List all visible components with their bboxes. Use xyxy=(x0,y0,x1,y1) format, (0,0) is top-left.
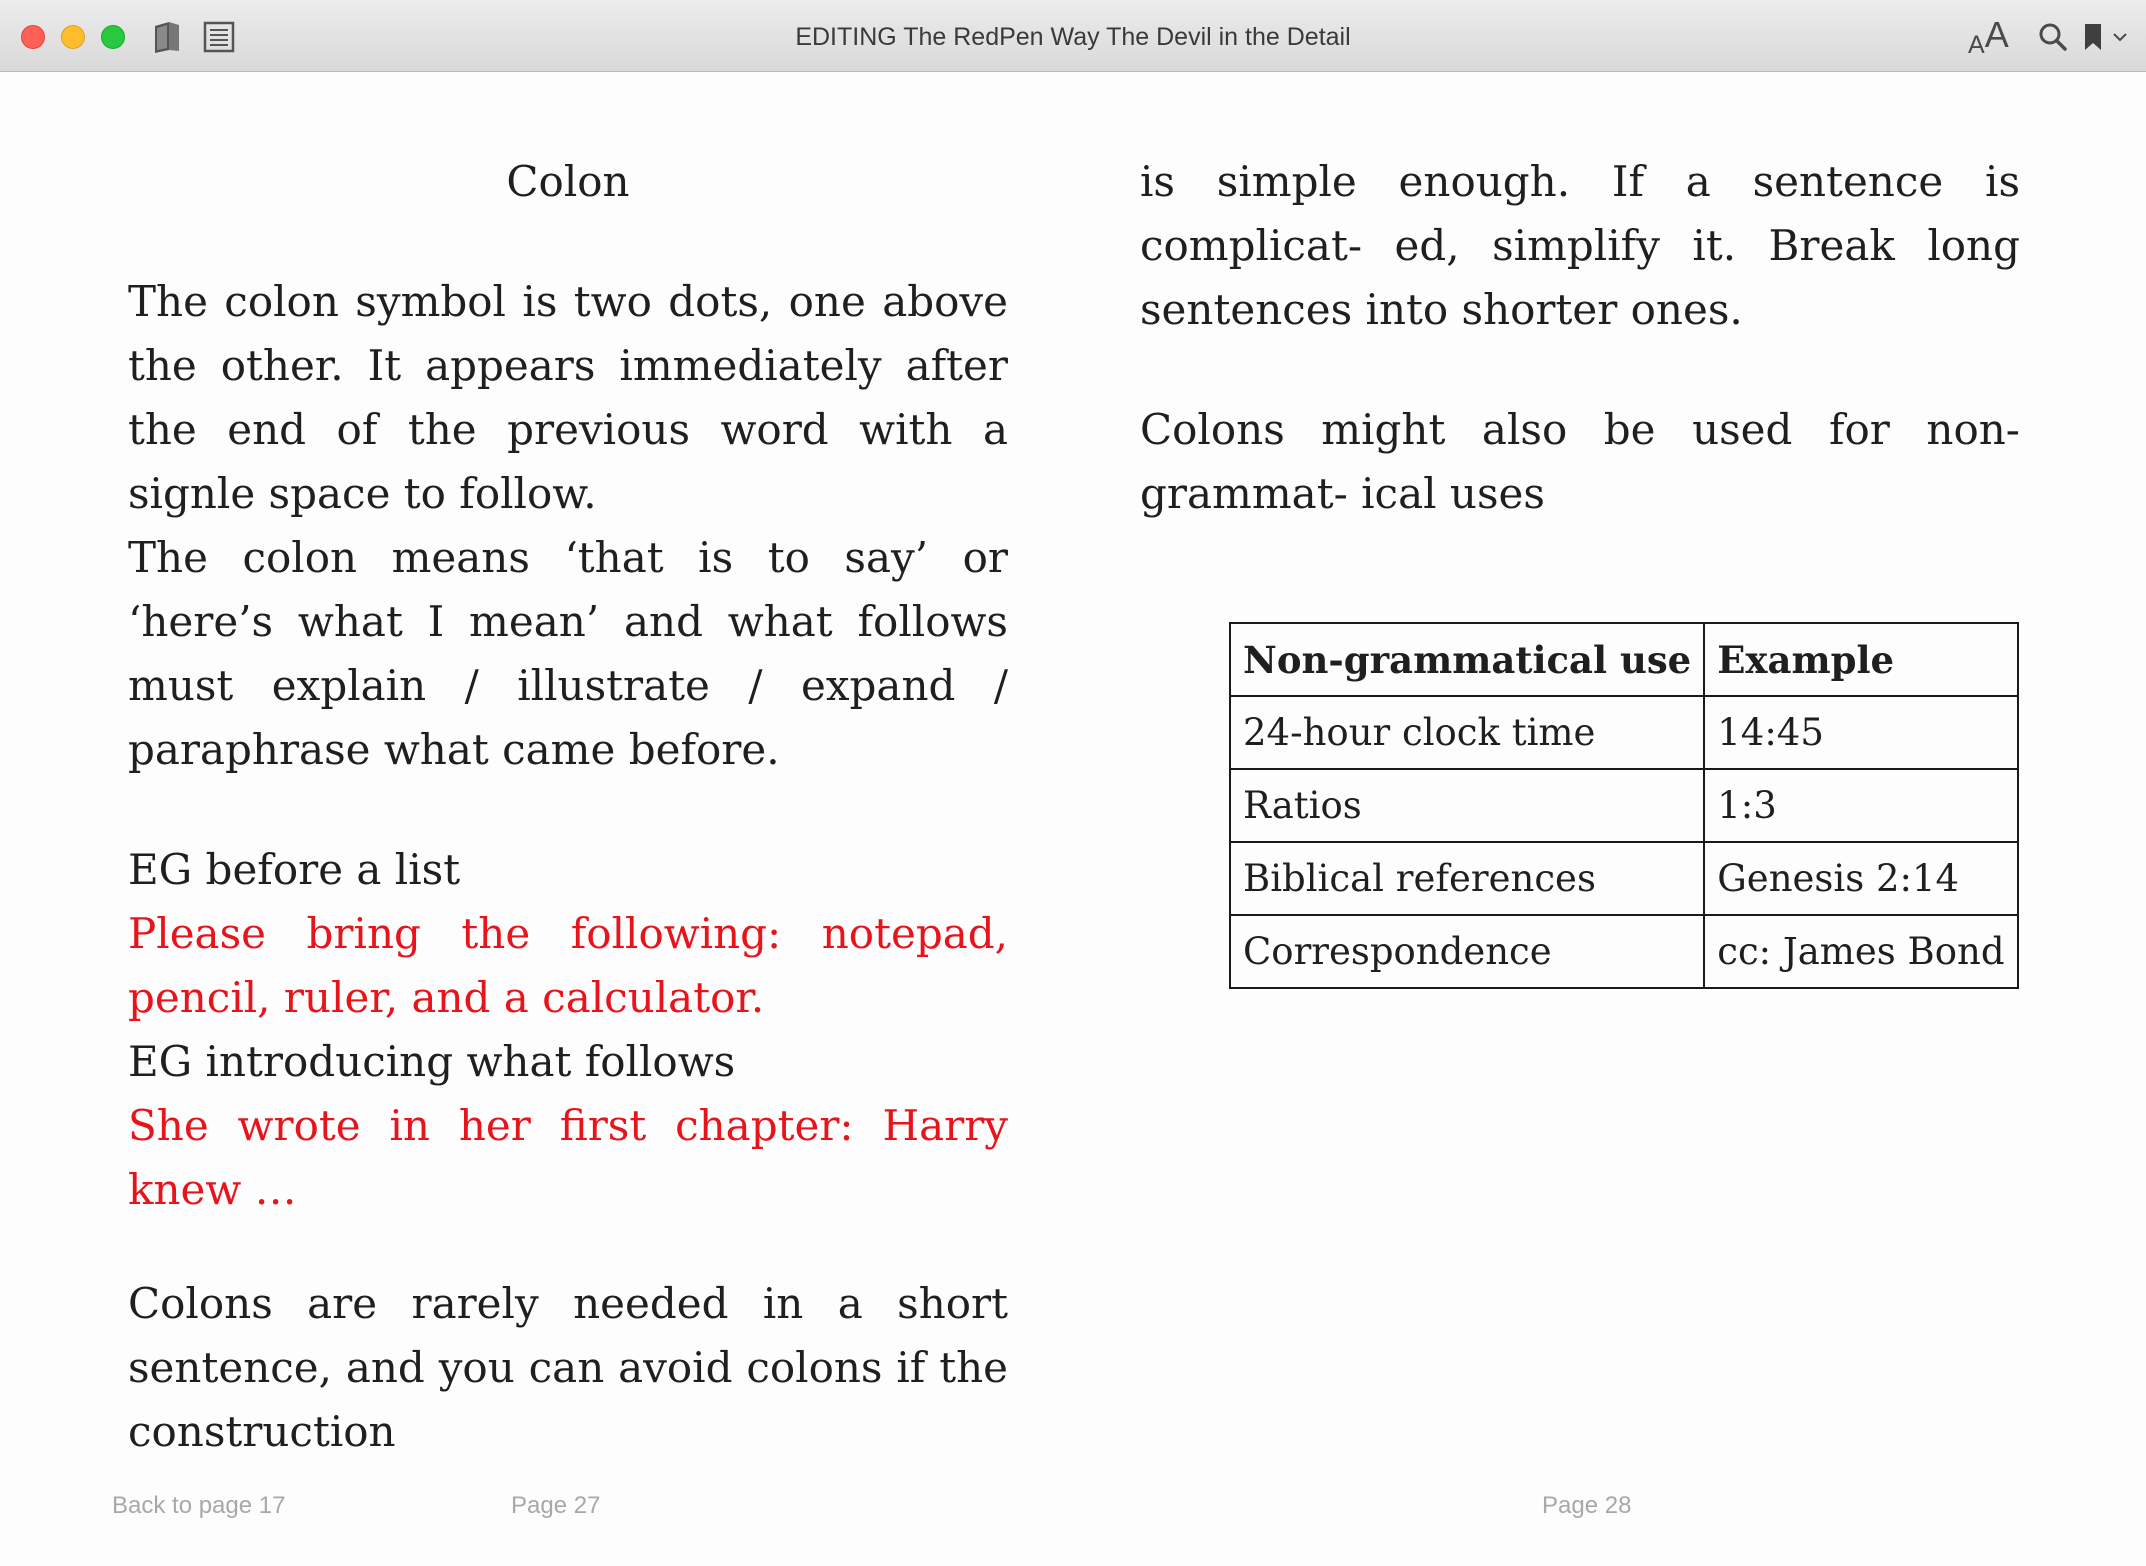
table-of-contents-icon xyxy=(203,21,235,53)
right-page xyxy=(1140,150,2020,526)
non-grammatical-uses-table xyxy=(1229,622,2019,989)
search-button[interactable] xyxy=(2036,18,2070,56)
minimize-window-button[interactable] xyxy=(61,25,85,49)
table-of-contents-button[interactable] xyxy=(202,18,236,56)
paragraph: The colon means ‘that is to say’ or ‘here’s what I mean’ and what follows must explain / illustrate / expand / paraphrase what came before. xyxy=(128,533,1008,774)
chevron-down-icon xyxy=(2113,32,2127,42)
table-cell: Correspondence xyxy=(1230,915,1704,988)
table-header-row xyxy=(1230,623,2018,696)
paragraph: Colons might also be used for non-grammat- ical uses xyxy=(1140,405,2020,518)
example-text: She wrote in her first chapter: Harry knew … xyxy=(128,1101,1008,1214)
search-icon xyxy=(2038,22,2068,52)
paragraph: is simple enough. If a sentence is complicat- ed, simplify it. Break long sentences into shorter ones. xyxy=(1140,157,2020,334)
bookmarks-menu-button[interactable] xyxy=(2110,18,2130,56)
library-icon xyxy=(152,20,182,54)
title-bar xyxy=(0,0,2146,72)
table-cell: cc: James Bond xyxy=(1704,915,2017,988)
table-row xyxy=(1230,915,2018,988)
zoom-window-button[interactable] xyxy=(101,25,125,49)
paragraph: The colon symbol is two dots, one above the other. It appears immediately after the end of the previous word with a signle space to follow. xyxy=(128,277,1008,518)
example-label: EG introducing what follows xyxy=(128,1037,736,1086)
paragraph: Colons are rarely needed in a short sentence, and you can avoid colons if the construction xyxy=(128,1279,1008,1456)
column-header: Non-grammatical use xyxy=(1230,623,1704,696)
column-header: Example xyxy=(1704,623,2017,696)
table-cell: Biblical references xyxy=(1230,842,1704,915)
back-to-page-link[interactable]: Back to page 17 xyxy=(112,1492,286,1519)
library-button[interactable] xyxy=(150,18,184,56)
font-size-large-glyph: A xyxy=(1984,14,2009,55)
left-page xyxy=(128,150,1008,1464)
right-page-number: Page 28 xyxy=(1542,1492,1632,1519)
example-text: Please bring the following: notepad, pencil, ruler, and a calculator. xyxy=(128,909,1008,1022)
table-cell: 14:45 xyxy=(1704,696,2017,769)
close-window-button[interactable] xyxy=(21,25,45,49)
table-cell: Genesis 2:14 xyxy=(1704,842,2017,915)
font-size-small-glyph: A xyxy=(1968,31,1985,59)
font-size-button[interactable] xyxy=(1968,14,2009,58)
table-row xyxy=(1230,769,2018,842)
section-heading: Colon xyxy=(506,157,630,206)
table-cell: 1:3 xyxy=(1704,769,2017,842)
bookmark-button[interactable] xyxy=(2082,18,2104,56)
table-cell: Ratios xyxy=(1230,769,1704,842)
table-row xyxy=(1230,842,2018,915)
table-row xyxy=(1230,696,2018,769)
window-title: EDITING The RedPen Way The Devil in the Detail xyxy=(795,23,1351,51)
bookmark-icon xyxy=(2084,23,2102,51)
left-page-number: Page 27 xyxy=(511,1492,601,1519)
table-cell: 24-hour clock time xyxy=(1230,696,1704,769)
example-label: EG before a list xyxy=(128,845,461,894)
